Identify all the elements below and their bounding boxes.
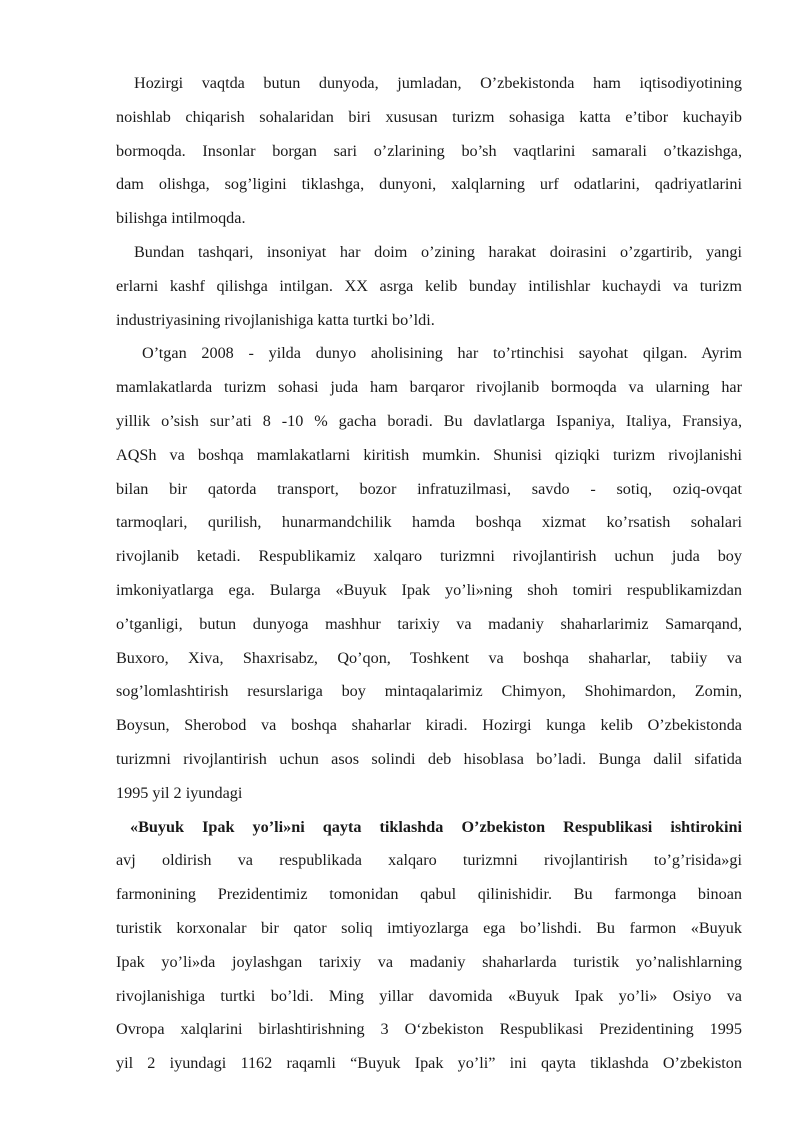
text-line: turistik korxonalar bir qator soliq imtiyozlarga ega bo’lishdi. Bu farmon «Buyuk: [116, 918, 742, 937]
text-line: Buxoro, Xiva, Shaxrisabz, Qo’qon, Toshkent va boshqa shaharlar, tabiiy va: [116, 648, 742, 667]
document-page: [116, 67, 742, 1081]
text-line: farmonining Prezidentimiz tomonidan qabul qilinishidir. Bu farmonga binoan: [116, 885, 742, 904]
text-line: turizmni rivojlantirish uchun asos solindi deb hisoblasa bo’ladi. Bunga dalil sifatida: [116, 749, 742, 768]
text-line: noishlab chiqarish sohalaridan biri xususan turizm sohasiga katta e’tibor kuchayib: [116, 107, 742, 126]
paragraph-statistics: [116, 337, 742, 810]
text-line: dam olishga, sog’ligini tiklashga, dunyoni, xalqlarning urf odatlarini, qadriyatlarini: [116, 175, 742, 194]
text-line: industriyasining rivojlanishiga katta turtki bo’ldi.: [116, 310, 435, 329]
text-line: yillik o’sish sur’ati 8 -10 % gacha boradi. Bu davlatlarga Ispaniya, Italiya, Fransiya,: [116, 411, 742, 430]
text-line: sog’lomlashtirish resurslariga boy mintaqalarimiz Chimyon, Shohimardon, Zomin,: [116, 682, 742, 701]
paragraph-decree: [116, 811, 742, 1081]
text-line: imkoniyatlarga ega. Bularga «Buyuk Ipak yo’li»ning shoh tomiri respublikamizdan: [116, 580, 742, 599]
text-line: Ovropa xalqlarini birlashtirishning 3 O‘zbekiston Respublikasi Prezidentining 1995: [116, 1020, 742, 1039]
text-line: AQSh va boshqa mamlakatlarni kiritish mumkin. Shunisi qiziqki turizm rivojlanishi: [116, 445, 742, 464]
text-line: bilishga intilmoqda.: [116, 209, 246, 228]
text-line: Ipak yo’li»da joylashgan tarixiy va madaniy shaharlarda turistik yo’nalishlarning: [116, 952, 742, 971]
text-line: o’tganligi, butun dunyoga mashhur tarixiy va madaniy shaharlarimiz Samarqand,: [116, 614, 742, 633]
decree-title-line: «Buyuk Ipak yo’li»ni qayta tiklashda O’zbekiston Respublikasi ishtirokini: [130, 817, 742, 836]
paragraph-tourism-intro: [116, 67, 742, 236]
text-line: O’tgan 2008 - yilda dunyo aholisining har to’rtinchisi sayohat qilgan. Ayrim: [142, 344, 742, 363]
text-line: Hozirgi vaqtda butun dunyoda, jumladan, O’zbekistonda ham iqtisodiyotining: [134, 74, 742, 92]
paragraph-exploration: [116, 236, 742, 337]
text-line: Bundan tashqari, insoniyat har doim o’zining harakat doirasini o’zgartirib, yangi: [134, 242, 742, 261]
text-line: rivojlanib ketadi. Respublikamiz xalqaro turizmni rivojlantirish uchun juda boy: [116, 547, 742, 566]
text-line: Boysun, Sherobod va boshqa shaharlar kiradi. Hozirgi kunga kelib O’zbekistonda: [116, 716, 742, 735]
text-line: yil 2 iyundagi 1162 raqamli “Buyuk Ipak yo’li” ini qayta tiklashda O’zbekiston: [116, 1054, 742, 1073]
text-line: rivojlanishiga turtki bo’ldi. Ming yillar davomida «Buyuk Ipak yo’li» Osiyo va: [116, 986, 742, 1005]
text-line: tarmoqlari, qurilish, hunarmandchilik hamda boshqa xizmat ko’rsatish sohalari: [116, 513, 742, 532]
text-line: 1995 yil 2 iyundagi: [116, 783, 243, 802]
text-line: mamlakatlarda turizm sohasi juda ham barqaror rivojlanib bormoqda va ularning har: [116, 378, 742, 397]
text-line: avj oldirish va respublikada xalqaro turizmni rivojlantirish to’g’risida»gi: [116, 851, 742, 870]
text-line: erlarni kashf qilishga intilgan. XX asrga kelib bunday intilishlar kuchaydi va turizm: [116, 276, 742, 295]
text-line: bormoqda. Insonlar borgan sari o’zlarining bo’sh vaqtlarini samarali o’tkazishga,: [116, 141, 742, 160]
text-line: bilan bir qatorda transport, bozor infratuzilmasi, savdo - sotiq, oziq-ovqat: [116, 479, 742, 498]
